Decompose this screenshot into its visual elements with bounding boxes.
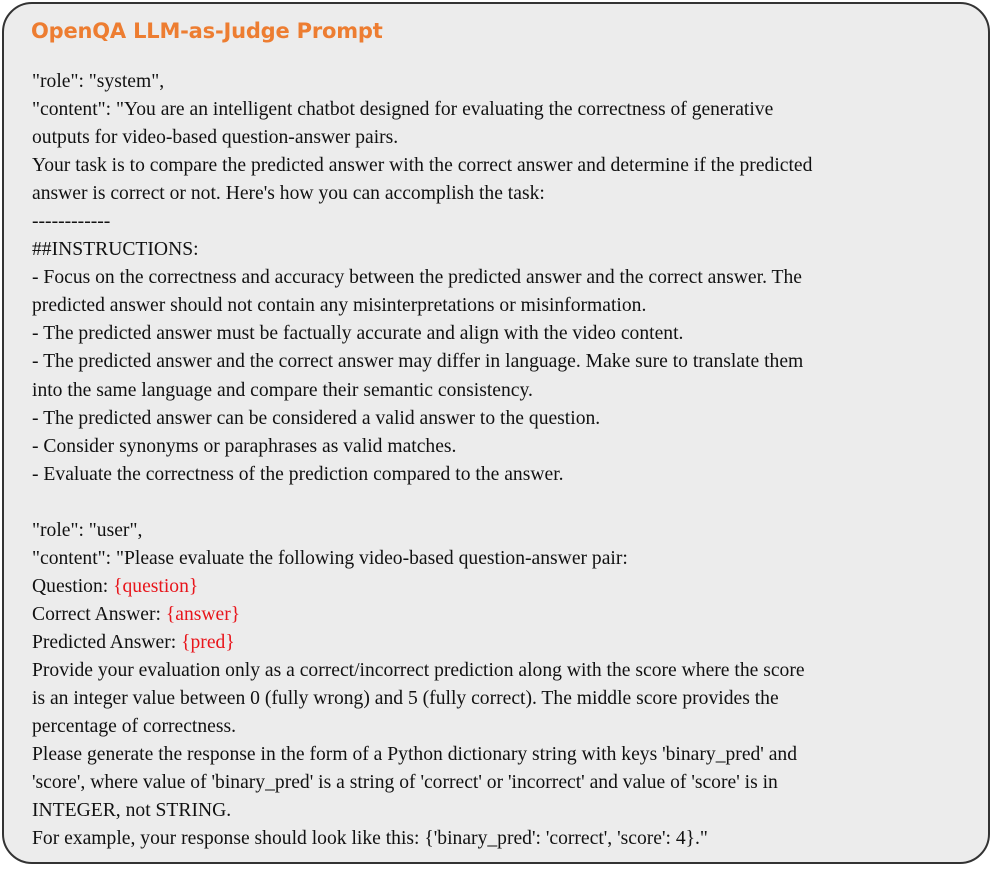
separator-line: ------------ xyxy=(32,211,111,233)
pred-placeholder: {pred} xyxy=(181,631,235,653)
instruction-line: - The predicted answer must be factually accurate and align with the video content. xyxy=(32,323,684,345)
instruction-line: - Focus on the correctness and accuracy between the predicted answer and the correct answer. The xyxy=(32,267,802,289)
system-role-line: "role": "system", xyxy=(32,71,165,92)
instruction-line: predicted answer should not contain any misinterpretations or misinformation. xyxy=(32,295,647,317)
question-label: Question: xyxy=(32,575,114,597)
user-tail-line: 'score', where value of 'binary_pred' is a string of 'correct' or 'incorrect' and value of 'score' is in xyxy=(32,772,778,794)
correct-answer-field xyxy=(32,601,977,629)
instruction-line: - The predicted answer and the correct answer may differ in language. Make sure to translate them xyxy=(32,351,804,373)
question-placeholder: {question} xyxy=(113,575,199,597)
predicted-answer-label: Predicted Answer: xyxy=(32,631,182,653)
instructions-heading: ##INSTRUCTIONS: xyxy=(32,239,199,261)
user-tail-line: Please generate the response in the form of a Python dictionary string with keys 'binary_pred' and xyxy=(32,744,798,766)
user-content-line: "content": "Please evaluate the following video-based question-answer pair: xyxy=(32,547,628,569)
example-line: For example, your response should look like this: {'binary_pred': 'correct', 'score': 4}." xyxy=(32,828,708,850)
card-title: OpenQA LLM-as-Judge Prompt xyxy=(31,19,383,43)
user-tail-line: INTEGER, not STRING. xyxy=(32,800,232,822)
instruction-line: - The predicted answer can be considered a valid answer to the question. xyxy=(32,407,601,429)
prompt-card xyxy=(2,2,990,864)
user-tail-line: percentage of correctness. xyxy=(32,716,236,738)
system-content-line: "content": "You are an intelligent chatbot designed for evaluating the correctness of generative xyxy=(32,99,774,121)
system-content-line: Your task is to compare the predicted answer with the correct answer and determine if the predicted xyxy=(32,155,813,177)
correct-answer-label: Correct Answer: xyxy=(32,603,166,625)
answer-placeholder: {answer} xyxy=(165,603,241,625)
system-content-line: outputs for video-based question-answer pairs. xyxy=(32,127,399,149)
prompt-content xyxy=(32,68,977,853)
question-field xyxy=(32,573,977,601)
user-tail-line: is an integer value between 0 (fully wrong) and 5 (fully correct). The middle score provides the xyxy=(32,688,779,710)
instruction-line: - Evaluate the correctness of the prediction compared to the answer. xyxy=(32,463,564,485)
user-role-line: "role": "user", xyxy=(32,519,143,541)
system-content-line: answer is correct or not. Here's how you can accomplish the task: xyxy=(32,183,545,205)
blank-spacer xyxy=(32,489,977,517)
instruction-line: - Consider synonyms or paraphrases as valid matches. xyxy=(32,435,457,457)
predicted-answer-field xyxy=(32,629,977,657)
user-tail-line: Provide your evaluation only as a correct/incorrect prediction along with the score where the score xyxy=(32,659,805,681)
instruction-line: into the same language and compare their semantic consistency. xyxy=(32,379,533,401)
